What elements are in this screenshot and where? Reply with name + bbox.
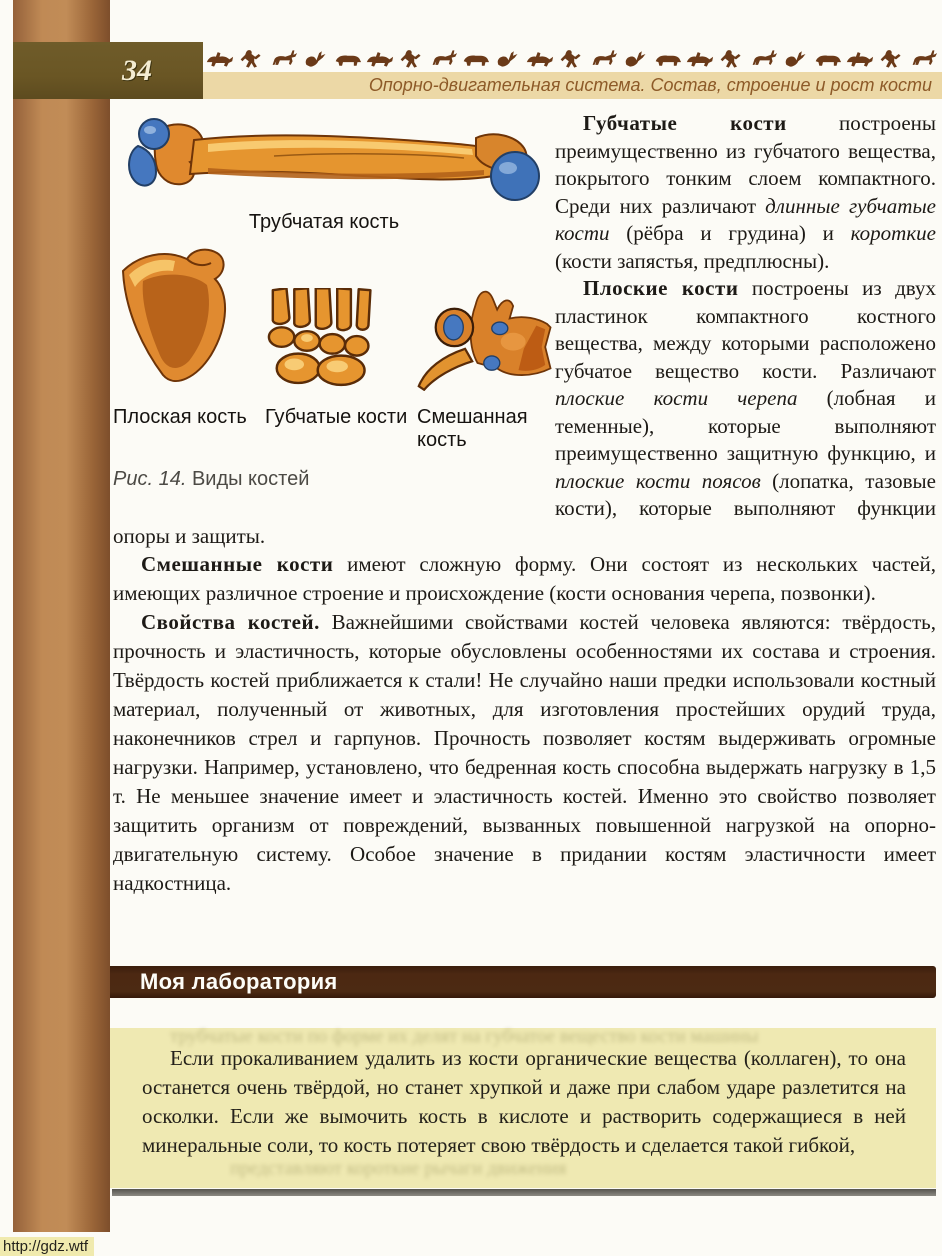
term-skull-flat-bones: плоские кости черепа bbox=[555, 386, 798, 410]
antelope-icon bbox=[269, 48, 298, 69]
paragraph-text: построены преимущественно из губчатого вещества, покрытого тонким слоем компактного. Среди них различают bbox=[555, 111, 936, 218]
my-laboratory-title: Моя лаборатория bbox=[140, 969, 338, 994]
paragraph-lead: Губчатые кости bbox=[583, 111, 787, 135]
gazelle-icon bbox=[749, 48, 778, 69]
paragraph-bone-properties bbox=[113, 608, 936, 898]
feline-icon bbox=[365, 48, 394, 69]
paragraph-mixed-bones bbox=[113, 550, 936, 608]
hog-icon bbox=[813, 48, 842, 69]
paragraph-text: (лопатка, тазовые кости), которые выполняют функции опоры и защиты. bbox=[113, 468, 936, 548]
bison-icon bbox=[461, 48, 490, 69]
paragraph-text: (кости запястья, предплюсны). bbox=[555, 248, 830, 273]
duck-icon bbox=[781, 48, 810, 69]
dog-icon bbox=[205, 48, 234, 69]
macaque-icon bbox=[557, 48, 586, 69]
bone-label-row bbox=[113, 406, 555, 452]
my-laboratory-banner bbox=[110, 966, 936, 998]
main-content bbox=[113, 110, 936, 898]
flat-bone-label: Плоская кость bbox=[113, 406, 247, 428]
term-long-spongy-bones: длинные губчатые кости bbox=[555, 193, 936, 245]
tubular-bone-image bbox=[123, 112, 545, 209]
animal-frieze bbox=[205, 45, 938, 71]
deer-icon bbox=[589, 48, 618, 69]
paragraph-text: имеют сложную форму. Они состоят из нескольких частей, имеющих различное строение и происхождение (кости основания черепа, позвонки). bbox=[113, 552, 936, 605]
spongy-bones-label: Губчатые кости bbox=[265, 406, 408, 428]
monkey-icon bbox=[237, 48, 266, 69]
bleedthrough-line: представляют короткие рычаги движения bbox=[230, 1158, 567, 1179]
cat-icon bbox=[685, 48, 714, 69]
lemur-icon bbox=[877, 48, 906, 69]
swan-icon bbox=[301, 48, 330, 69]
goose-icon bbox=[621, 48, 650, 69]
paragraph-lead: Плоские кости bbox=[583, 276, 739, 300]
spongy-bones-image bbox=[265, 288, 417, 396]
ibex-icon bbox=[429, 48, 458, 69]
bone-image-row bbox=[113, 246, 555, 396]
paragraph-text: (лобная и теменные), которые выполняют преимущественно защитную функцию, и bbox=[555, 386, 936, 465]
term-short-bones: короткие bbox=[850, 221, 936, 245]
figure-caption bbox=[113, 468, 555, 491]
paragraph-text: (рёбра и грудина) и bbox=[609, 221, 851, 245]
bleedthrough-line: трубчатые кости по форме их делят на губчатое вещество кости машины bbox=[170, 1026, 759, 1047]
tubular-bone-label: Трубчатая кость bbox=[248, 211, 400, 233]
paragraph-lead: Смешанные кости bbox=[141, 552, 334, 576]
bird-icon bbox=[493, 48, 522, 69]
wolf-icon bbox=[845, 48, 874, 69]
flat-bone-image bbox=[113, 241, 265, 396]
mixed-bone-image bbox=[417, 279, 555, 396]
mixed-bone-label: Смешанная кость bbox=[417, 406, 528, 451]
left-decorative-column bbox=[13, 0, 110, 1232]
chapter-header-text: Опорно-двигательная система. Состав, строение и рост кости bbox=[368, 75, 932, 95]
stag-icon bbox=[909, 48, 938, 69]
figure-caption-ref: Рис. 14. bbox=[113, 468, 187, 490]
hound-icon bbox=[525, 48, 554, 69]
ape-icon bbox=[397, 48, 426, 69]
boar-icon bbox=[333, 48, 362, 69]
paragraph-text: Важнейшими свойствами костей человека являются: твёрдость, прочность и эластичность, которые обусловлены особенностями их состава и строения. Твёрдость костей приближается к стали! Не случайно наши предки использовали костный материал, полученный от животных, для изготовления простейших орудий труда, наконечников стрел и гарпунов. Прочность позволяет костям выдерживать огромные нагрузки. Например, установлено, что бедренная кость способна выдержать нагрузку в 1,5 т. Не меньшее значение имеет и эластичность костей. Именно это свойство позволяет защитить организм от повреждений, вызванных повышенной нагрузкой на опорно-двигательную систему. Особое значение в придании костям эластичности имеет надкостница. bbox=[113, 610, 936, 895]
figure-14 bbox=[113, 110, 555, 488]
bull-icon bbox=[653, 48, 682, 69]
laboratory-box bbox=[110, 1028, 936, 1188]
gibbon-icon bbox=[717, 48, 746, 69]
chapter-header-band bbox=[203, 72, 942, 99]
paragraph-text: построены из двух пластинок компактного костного вещества, между которыми расположено губчатое вещество кости. Различают bbox=[555, 276, 936, 383]
laboratory-text: Если прокаливанием удалить из кости органические вещества (коллаген), то она останется очень твёрдой, но станет хрупкой и даже при слабом ударе разлетится на осколки. Если же вымочить кость в кислоте и растворить содержащиеся в ней минеральные соли, то кость потеряет свою твёрдость и сделается такой гибкой, bbox=[142, 1046, 906, 1157]
page-number: 34 bbox=[122, 53, 152, 87]
paragraph-lead: Свойства костей. bbox=[141, 610, 320, 634]
page-number-plate bbox=[13, 42, 203, 99]
figure-caption-text: Виды костей bbox=[186, 468, 310, 490]
term-girdle-flat-bones: плоские кости поясов bbox=[555, 468, 761, 493]
watermark-link[interactable]: http://gdz.wtf bbox=[0, 1237, 94, 1256]
